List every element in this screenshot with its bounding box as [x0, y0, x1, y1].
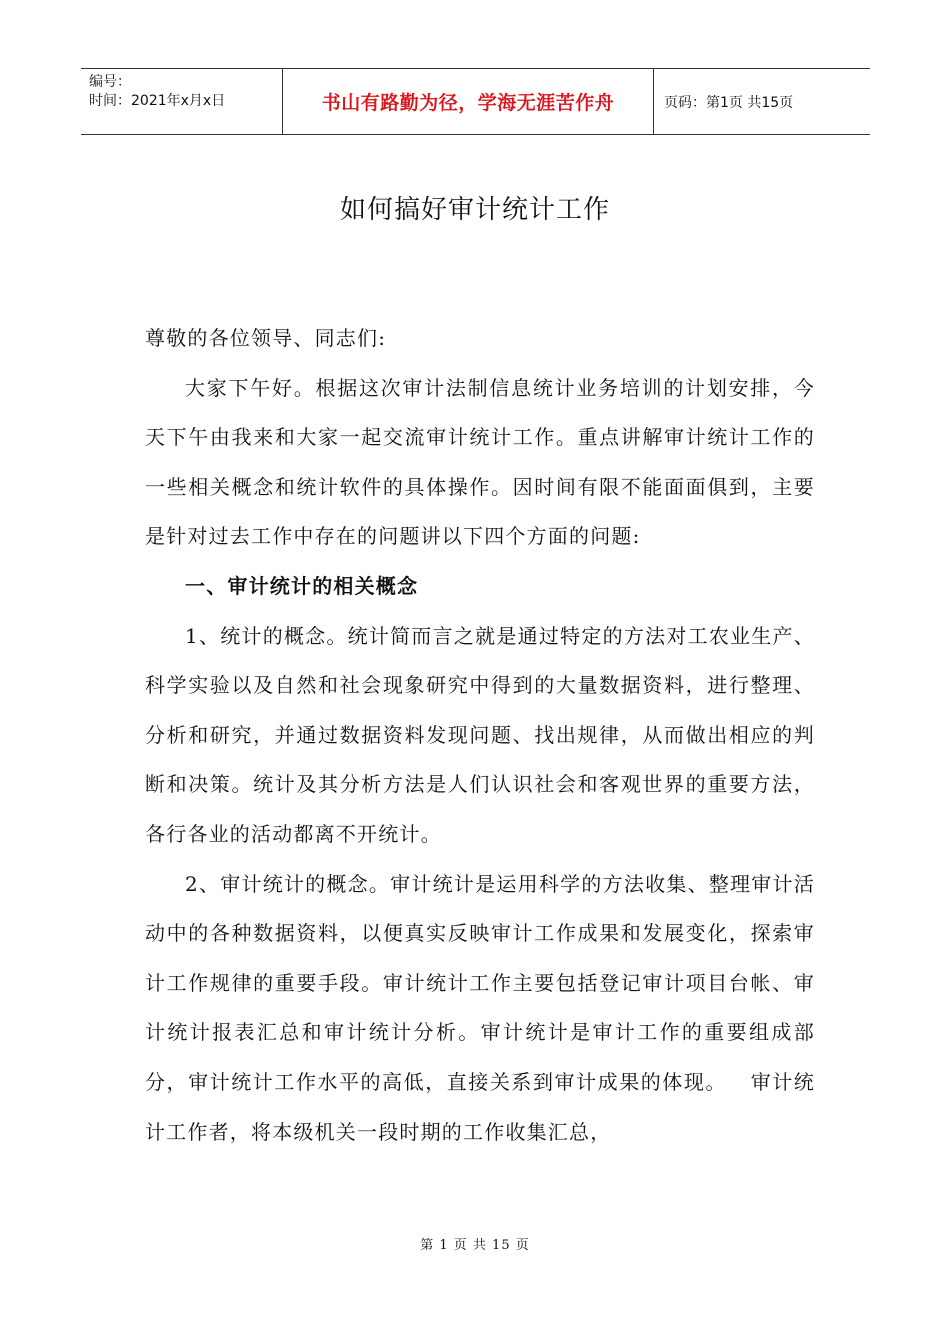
number-label: 编号：: [89, 74, 131, 90]
page-header: [81, 68, 870, 135]
header-motto: 书山有路勤为径，学海无涯苦作舟: [283, 69, 654, 134]
paragraph-audit-statistics-concept: 2、审计统计的概念。审计统计是运用科学的方法收集、整理审计活动中的各种数据资料，以便真实反映审计工作成果和发展变化，探索审计工作规律的重要手段。审计统计工作主要包括登记审计项目台帐、审计统计报表汇总和审计统计分析。审计统计是审计工作的重要组成部分，审计统计工作水平的高低，直接关系到审计成果的体现。 审计统计工作者，将本级机关一段时期的工作收集汇总，: [145, 871, 815, 1144]
paragraph-statistics-concept: 1、统计的概念。统计简而言之就是通过特定的方法对工农业生产、科学实验以及自然和社会现象研究中得到的大量数据资料，进行整理、分析和研究，并通过数据资料发现问题、找出规律，从而做出相应的判断和决策。统计及其分析方法是人们认识社会和客观世界的重要方法，各行各业的活动都离不开统计。: [145, 623, 815, 846]
section-heading: 一、审计统计的相关概念: [185, 573, 419, 598]
document-body: [145, 314, 815, 1157]
intro-paragraph: 大家下午好。根据这次审计法制信息统计业务培训的计划安排，今天下午由我来和大家一起交流审计统计工作。重点讲解审计统计工作的一些相关概念和统计软件的具体操作。因时间有限不能面面俱到，主要是针对过去工作中存在的问题讲以下四个方面的问题:: [145, 375, 815, 549]
time-label: 时间：2021年x月x日: [89, 93, 226, 109]
salutation: 尊敬的各位领导、同志们:: [145, 326, 387, 350]
page-footer: 第 1 页 共 15 页: [420, 1238, 530, 1253]
header-page-info: 页码：第1页 共15页: [664, 94, 794, 111]
document-title: 如何搞好审计统计工作: [339, 195, 610, 225]
header-meta: [81, 69, 283, 134]
